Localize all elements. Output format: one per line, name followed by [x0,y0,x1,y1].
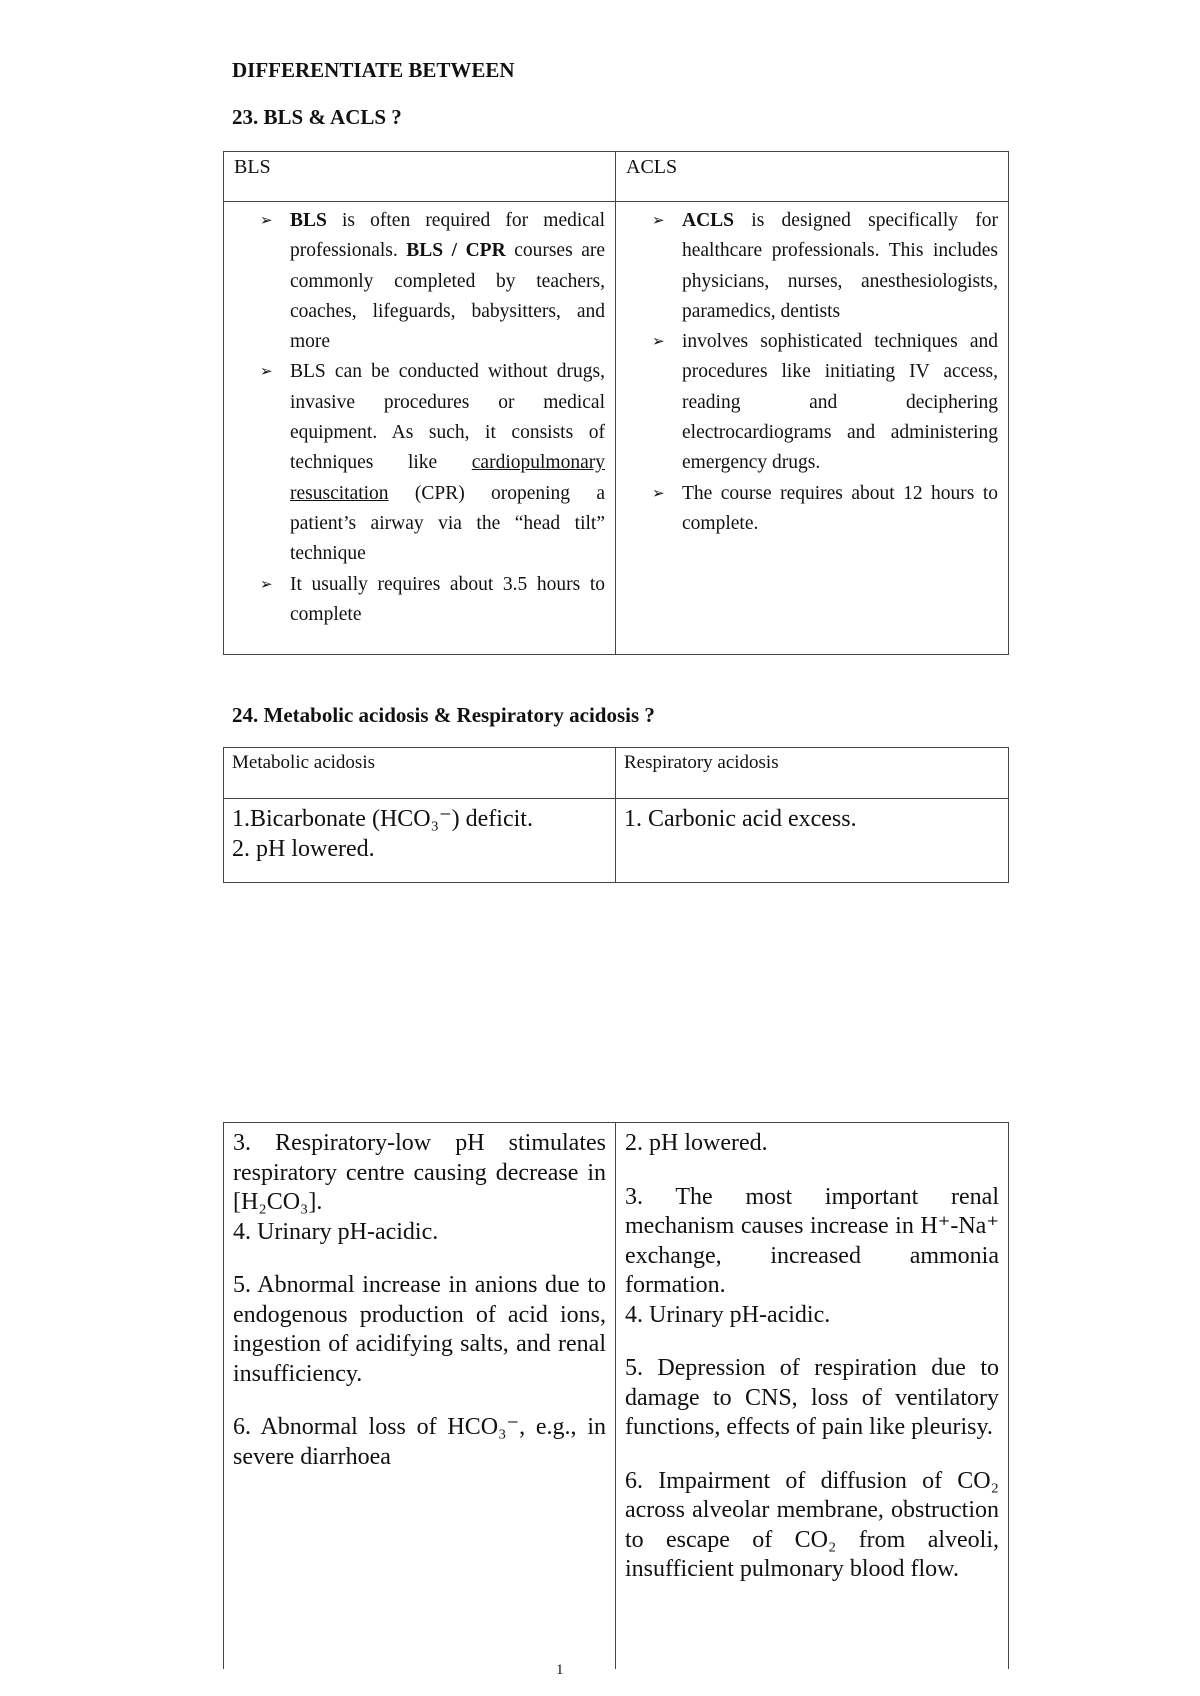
respiratory-point: 1. Carbonic acid excess. [624,806,857,832]
metabolic-header: Metabolic acidosis [224,748,616,799]
list-text: is often required for medical professionals. [290,210,605,262]
metabolic-point: 2. pH lowered. [232,836,375,862]
list-text: is designed specifically for healthcare professionals. This includes physicians, nurses, anesthesiologists, paramedics, dentists [682,210,998,322]
page-number: 1 [556,1662,564,1678]
list-text: (CPR) oropening a patient’s airway via the “head tilt” technique [290,482,605,565]
list-text: It usually requires about 3.5 hours to complete [290,573,605,625]
bls-acls-table [223,151,1009,655]
arrow-bullet-icon: ➢ [260,364,273,381]
metabolic-cell [224,1123,616,1670]
bls-term: BLS [290,210,327,231]
metabolic-point: 6. Abnormal loss of HCO₃⁻, e.g., in severe diarrhoea [233,1414,606,1470]
table-row [224,1123,1009,1670]
acidosis-table-continued [223,1122,1009,1669]
question-23-title: 23. BLS & ACLS ? [232,105,402,129]
respiratory-cell [616,1123,1009,1670]
acls-term: ACLS [682,210,735,231]
table-header-row [224,748,1009,799]
cpr-link[interactable]: cardiopulmonary resuscitation [290,452,605,504]
acls-list [616,202,1008,539]
acidosis-table [223,747,1009,883]
arrow-bullet-icon: ➢ [260,213,273,229]
list-text: The course requires about 12 hours to complete. [682,482,998,534]
list-item [652,479,998,540]
metabolic-point: 3. Respiratory-low pH stimulates respiratory centre causing decrease in [H₂CO₃]. [233,1130,606,1215]
arrow-bullet-icon: ➢ [652,334,665,351]
respiratory-point: 2. pH lowered. [625,1130,768,1156]
respiratory-header: Respiratory acidosis [616,748,1009,799]
list-item [652,327,998,478]
arrow-bullet-icon: ➢ [652,485,665,502]
bls-list [224,202,615,630]
arrow-bullet-icon: ➢ [652,213,665,229]
table-row [224,799,1009,883]
respiratory-point: 4. Urinary pH-acidic. [625,1301,831,1328]
list-text: courses are commonly completed by teachers, coaches, lifeguards, babysitters, and more [290,240,605,353]
table-header-row [224,152,1009,202]
bls-cpr-term: BLS / CPR [406,240,506,262]
list-item [260,570,605,631]
list-item [652,206,998,327]
respiratory-point: 5. Depression of respiration due to damage to CNS, loss of ventilatory functions, effects of pain like pleurisy. [625,1355,999,1440]
respiratory-cell [616,799,1009,883]
acls-header: ACLS [616,152,1009,202]
bls-cell [224,202,616,655]
list-text: involves sophisticated techniques and procedures like initiating IV access, reading and deciphering electrocardiograms and administering emergency drugs. [682,331,998,474]
table-row [224,202,1009,655]
metabolic-point: 5. Abnormal increase in anions due to endogenous production of acid ions, ingestion of acidifying salts, and renal insufficiency. [233,1272,606,1387]
page-heading: DIFFERENTIATE BETWEEN [232,58,515,82]
acls-cell [616,202,1009,655]
list-item [260,357,605,569]
metabolic-cell [224,799,616,883]
question-24-title: 24. Metabolic acidosis & Respiratory acidosis ? [232,703,655,727]
arrow-bullet-icon: ➢ [260,576,273,593]
list-item [260,206,605,357]
list-text: BLS can be conducted without drugs, invasive procedures or medical equipment. As such, it consists of techniques like [290,361,605,474]
metabolic-point: 4. Urinary pH-acidic. [233,1218,439,1245]
respiratory-point: 3. The most important renal mechanism causes increase in H⁺-Na⁺ exchange, increased ammonia formation. [625,1183,999,1298]
bls-header: BLS [224,152,616,202]
respiratory-point: 6. Impairment of diffusion of CO₂ across alveolar membrane, obstruction to escape of CO₂ from alveoli, insufficient pulmonary blood flow. [625,1467,999,1582]
metabolic-point: 1.Bicarbonate (HCO₃⁻) deficit. [232,806,533,832]
